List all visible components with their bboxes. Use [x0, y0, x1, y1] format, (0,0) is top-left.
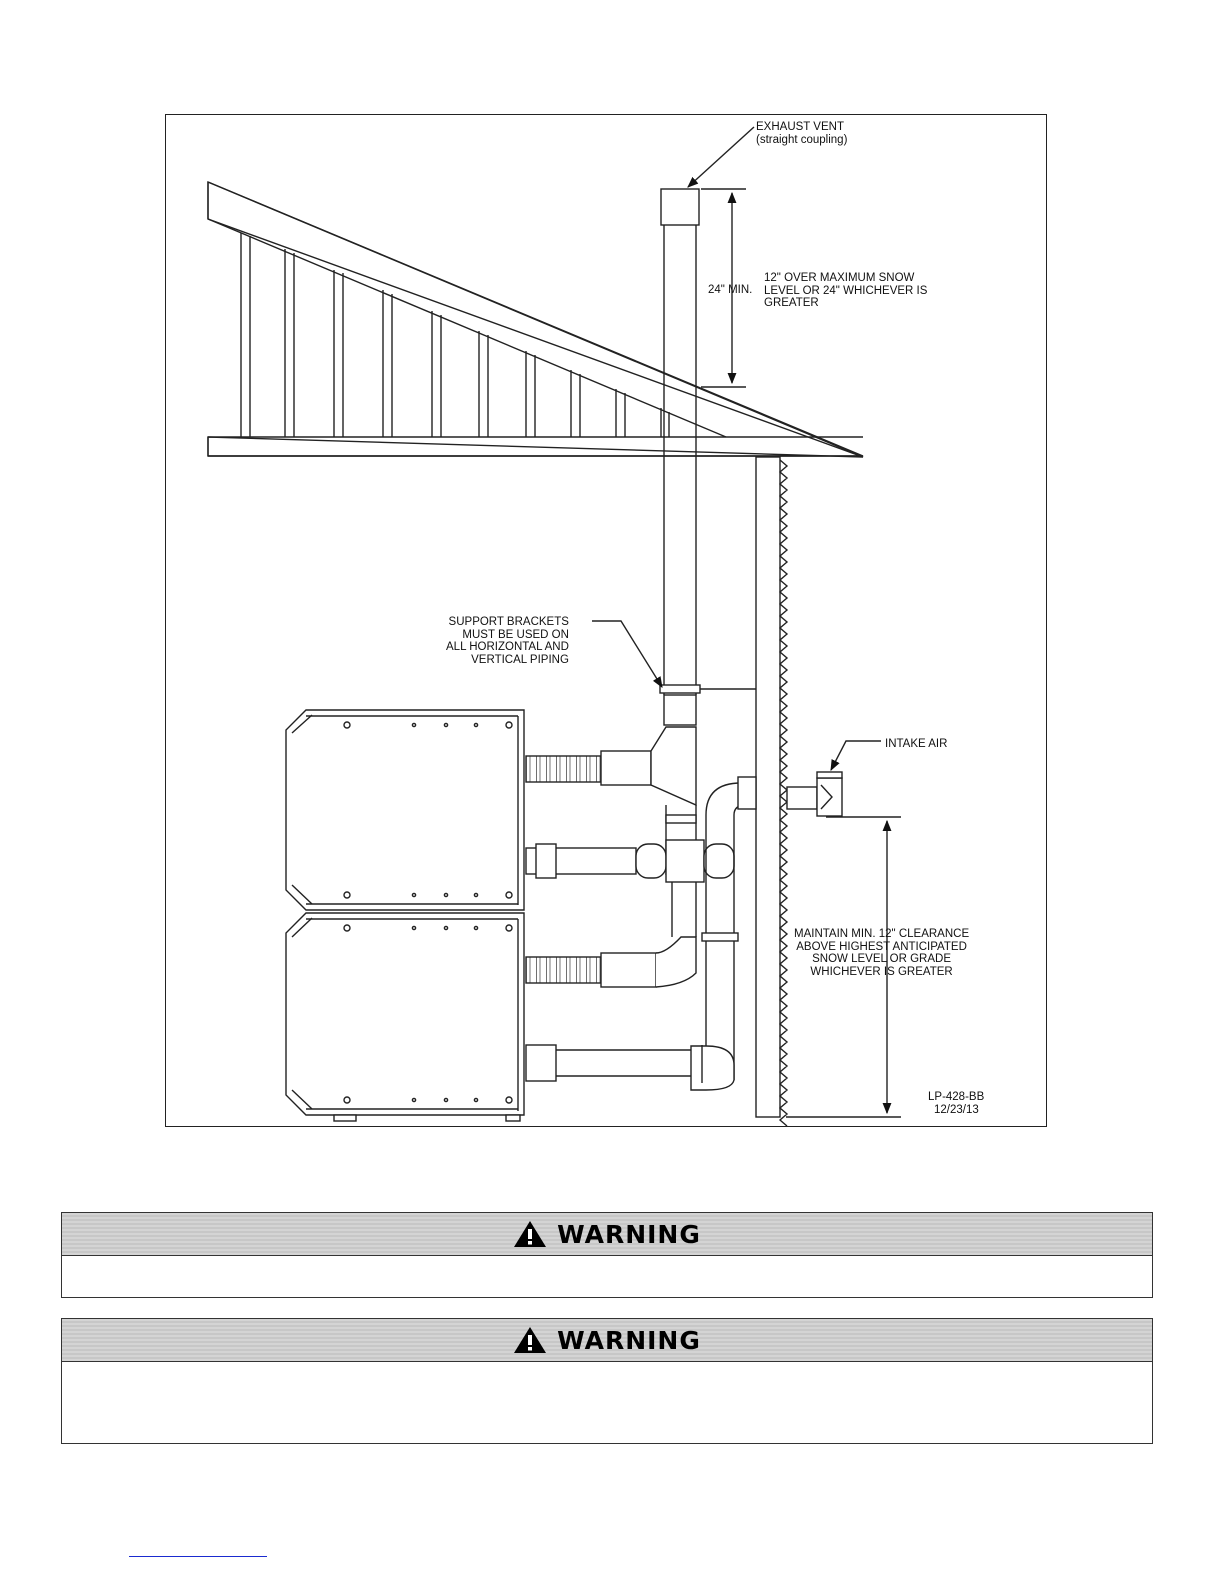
- roof-truss: [208, 182, 863, 457]
- exhaust-pipe: [660, 189, 756, 695]
- boiler-lower: [286, 913, 524, 1121]
- label-snow-note: 12" OVER MAXIMUM SNOW LEVEL OR 24" WHICHEVER IS GREATER: [764, 272, 928, 309]
- warning-header: [62, 1319, 1152, 1362]
- exhaust-leader: [688, 127, 754, 187]
- venting-diagram: [165, 114, 1047, 1127]
- exterior-wall: [756, 457, 787, 1126]
- label-clearance: MAINTAIN MIN. 12" CLEARANCE ABOVE HIGHEST ANTICIPATED SNOW LEVEL OR GRADE WHICHEVER IS GREATER: [794, 928, 970, 978]
- boiler-upper: [286, 710, 524, 910]
- warning-triangle-icon: [513, 1326, 547, 1354]
- support-leader: [592, 621, 662, 687]
- label-drawing-date: 12/23/13: [934, 1104, 979, 1116]
- warning-box-2: [61, 1318, 1153, 1444]
- label-drawing-id: LP-428-BB: [928, 1091, 985, 1103]
- warning-box-1: [61, 1212, 1153, 1298]
- label-min-height: 24" MIN.: [708, 284, 753, 296]
- warning-header: [62, 1213, 1152, 1256]
- upper-intake-pipe: [526, 840, 734, 882]
- warning-title: WARNING: [557, 1219, 701, 1249]
- intake-air-termination: [787, 741, 881, 816]
- intake-manifold: [526, 777, 756, 1090]
- label-exhaust-vent: EXHAUST VENT (straight coupling): [756, 121, 848, 146]
- warning-triangle-icon: [513, 1220, 547, 1248]
- lower-exhaust-connector: [526, 882, 696, 987]
- label-intake-air: INTAKE AIR: [885, 738, 948, 750]
- warning-title: WARNING: [557, 1325, 701, 1355]
- label-support-brackets: SUPPORT BRACKETS MUST BE USED ON ALL HORIZONTAL AND VERTICAL PIPING: [446, 616, 569, 666]
- footer-link-underline[interactable]: [129, 1556, 267, 1557]
